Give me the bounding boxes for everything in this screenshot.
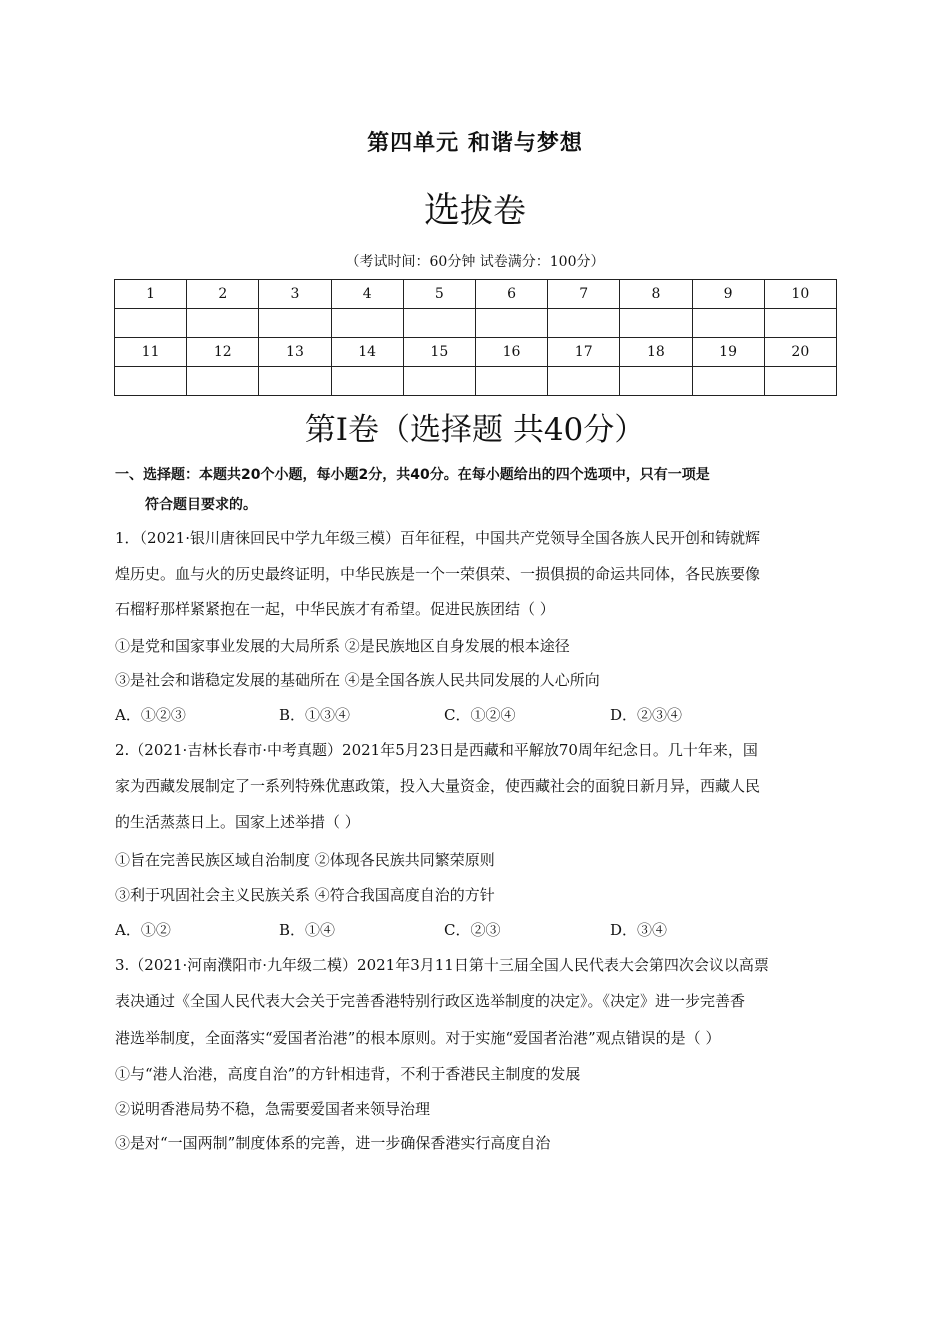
answer-number-cell: 3 xyxy=(259,280,331,309)
answer-number-cell: 16 xyxy=(475,338,547,367)
answer-blank-cell[interactable] xyxy=(331,367,403,396)
question-1-line: 煌历史。血与火的历史最终证明，中华民族是一个一荣俱荣、一损俱损的命运共同体，各民族要像 xyxy=(115,565,761,583)
answer-number-cell: 4 xyxy=(331,280,403,309)
answer-number-cell: 8 xyxy=(620,280,692,309)
answer-blank-cell[interactable] xyxy=(548,309,620,338)
answer-blank-cell[interactable] xyxy=(259,309,331,338)
question-2-option-c[interactable]: C．②③ xyxy=(444,921,501,939)
instruction-line-2: 符合题目要求的。 xyxy=(145,497,257,513)
answer-blank-cell[interactable] xyxy=(115,309,187,338)
answer-blank-cell[interactable] xyxy=(403,309,475,338)
answer-number-cell: 2 xyxy=(187,280,259,309)
unit-title: 第四单元 和谐与梦想 xyxy=(367,131,583,156)
answer-blank-cell[interactable] xyxy=(115,367,187,396)
answer-blank-cell[interactable] xyxy=(692,367,764,396)
answer-blank-cell[interactable] xyxy=(475,367,547,396)
answer-blank-cell[interactable] xyxy=(692,309,764,338)
answer-table xyxy=(114,279,837,396)
question-1-option-a[interactable]: A．①②③ xyxy=(115,706,186,724)
answer-table-number-row xyxy=(115,280,837,309)
answer-blank-cell[interactable] xyxy=(764,309,836,338)
question-1-line: 石榴籽那样紧紧抱在一起，中华民族才有希望。促进民族团结（ ） xyxy=(115,600,555,618)
question-2-statement: ③利于巩固社会主义民族关系 ④符合我国高度自治的方针 xyxy=(115,886,495,904)
question-1-option-d[interactable]: D．②③④ xyxy=(610,706,683,724)
answer-blank-cell[interactable] xyxy=(620,309,692,338)
answer-number-cell: 9 xyxy=(692,280,764,309)
answer-blank-cell[interactable] xyxy=(403,367,475,396)
question-3-line: 3.（2021·河南濮阳市·九年级二模）2021年3月11日第十三届全国人民代表大会第四次会议以高票 xyxy=(115,956,769,974)
answer-blank-cell[interactable] xyxy=(259,367,331,396)
answer-blank-cell[interactable] xyxy=(620,367,692,396)
question-2-option-d[interactable]: D．③④ xyxy=(610,921,668,939)
question-2-line: 家为西藏发展制定了一系列特殊优惠政策，投入大量资金，使西藏社会的面貌日新月异，西藏人民 xyxy=(115,777,761,795)
question-3-line: 表决通过《全国人民代表大会关于完善香港特别行政区选举制度的决定》。《决定》进一步完善香 xyxy=(115,992,746,1010)
question-1-line: 1．（2021·银川唐徕回民中学九年级三模）百年征程，中国共产党领导全国各族人民开创和铸就辉 xyxy=(115,529,760,547)
question-3-statement: ②说明香港局势不稳，急需要爱国者来领导治理 xyxy=(115,1100,431,1118)
section-title: 第Ⅰ卷（选择题 共40分） xyxy=(304,412,646,448)
paper-title-rest: 拔卷 xyxy=(460,191,526,230)
question-1-option-b[interactable]: B．①③④ xyxy=(279,706,351,724)
answer-number-cell: 14 xyxy=(331,338,403,367)
question-1-statement: ③是社会和谐稳定发展的基础所在 ④是全国各族人民共同发展的人心所向 xyxy=(115,671,600,689)
question-2-line: 2.（2021·吉林长春市·中考真题）2021年5月23日是西藏和平解放70周年纪念日。几十年来，国 xyxy=(115,741,758,759)
question-1-option-c[interactable]: C．①②④ xyxy=(444,706,516,724)
question-2-statement: ①旨在完善民族区域自治制度 ②体现各民族共同繁荣原则 xyxy=(115,851,495,869)
question-1-statement: ①是党和国家事业发展的大局所系 ②是民族地区自身发展的根本途径 xyxy=(115,637,570,655)
answer-number-cell: 18 xyxy=(620,338,692,367)
question-3-statement: ①与“港人治港，高度自治”的方针相违背，不利于香港民主制度的发展 xyxy=(115,1065,581,1083)
answer-number-cell: 10 xyxy=(764,280,836,309)
question-2-line: 的生活蒸蒸日上。国家上述举措（ ） xyxy=(115,813,360,831)
question-2-option-b[interactable]: B．①④ xyxy=(279,921,336,939)
answer-number-cell: 5 xyxy=(403,280,475,309)
answer-number-cell: 7 xyxy=(548,280,620,309)
paper-title xyxy=(0,182,950,233)
answer-blank-cell[interactable] xyxy=(548,367,620,396)
answer-number-cell: 6 xyxy=(475,280,547,309)
answer-table-number-row xyxy=(115,338,837,367)
answer-number-cell: 17 xyxy=(548,338,620,367)
answer-blank-cell[interactable] xyxy=(331,309,403,338)
answer-number-cell: 12 xyxy=(187,338,259,367)
answer-table-blank-row xyxy=(115,309,837,338)
answer-blank-cell[interactable] xyxy=(187,367,259,396)
question-3-line: 港选举制度，全面落实“爱国者治港”的根本原则。对于实施“爱国者治港”观点错误的是（ ） xyxy=(115,1029,721,1047)
answer-table-blank-row xyxy=(115,367,837,396)
exam-info: （考试时间：60分钟 试卷满分：100分） xyxy=(345,254,605,270)
paper-title-first-char: 选 xyxy=(423,190,460,231)
answer-number-cell: 15 xyxy=(403,338,475,367)
question-2-option-a[interactable]: A．①② xyxy=(115,921,171,939)
answer-blank-cell[interactable] xyxy=(475,309,547,338)
answer-number-cell: 13 xyxy=(259,338,331,367)
answer-number-cell: 1 xyxy=(115,280,187,309)
answer-number-cell: 19 xyxy=(692,338,764,367)
answer-number-cell: 20 xyxy=(764,338,836,367)
instruction-line-1: 一、选择题：本题共20个小题，每小题2分，共40分。在每小题给出的四个选项中，只有一项是 xyxy=(115,467,710,483)
answer-number-cell: 11 xyxy=(115,338,187,367)
answer-blank-cell[interactable] xyxy=(764,367,836,396)
answer-blank-cell[interactable] xyxy=(187,309,259,338)
question-3-statement: ③是对“一国两制”制度体系的完善，进一步确保香港实行高度自治 xyxy=(115,1134,551,1152)
